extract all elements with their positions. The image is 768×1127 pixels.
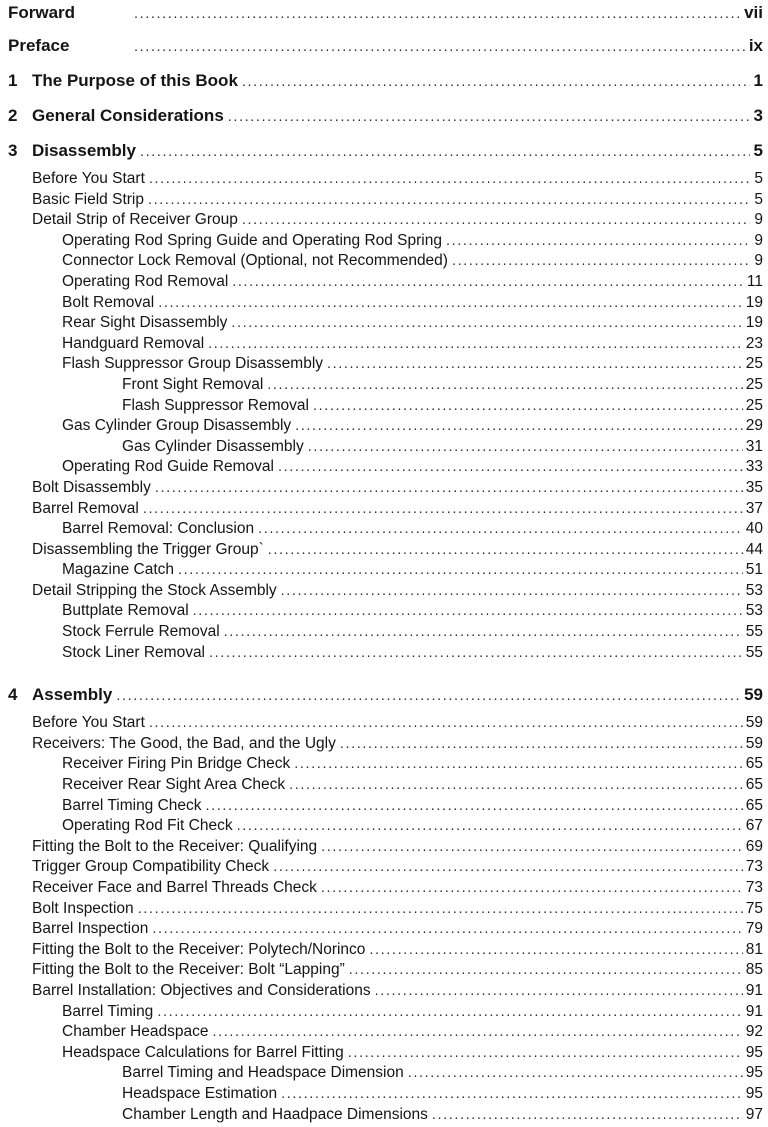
entry-title: Before You Start (32, 714, 145, 732)
dot-leader (134, 5, 741, 24)
entry-title: Headspace Calculations for Barrel Fitting (62, 1043, 344, 1061)
toc-list (8, 3, 763, 1125)
toc-entry (62, 519, 763, 540)
dot-leader (281, 1084, 743, 1105)
entry-page-number: ix (748, 36, 763, 55)
dot-leader (206, 796, 743, 817)
toc-entry (62, 775, 763, 796)
entry-page-number: 40 (745, 520, 763, 538)
entry-title: Fitting the Bolt to the Receiver: Bolt “Lapping” (32, 961, 345, 979)
entry-title: Bolt Disassembly (32, 478, 151, 496)
toc-entry (32, 899, 763, 920)
entry-page-number: 25 (745, 396, 763, 414)
entry-page-number: 33 (745, 458, 763, 476)
toc-entry (62, 251, 763, 272)
entry-page-number: 9 (754, 231, 763, 249)
entry-page-number: 85 (745, 961, 763, 979)
entry-page-number: 69 (745, 837, 763, 855)
dot-leader (158, 293, 743, 314)
entry-page-number: 95 (745, 1064, 763, 1082)
entry-title: Preface (8, 36, 70, 55)
entry-title: Flash Suppressor Removal (122, 396, 309, 414)
entry-page-number: 73 (745, 879, 763, 896)
entry-title: Chamber Length and Haadpace Dimensions (122, 1105, 428, 1123)
entry-page-number: 67 (745, 817, 763, 835)
entry-page-number: 53 (745, 602, 763, 620)
toc-entry (62, 334, 763, 355)
entry-title: Rear Sight Disassembly (62, 314, 228, 332)
entry-title: Barrel Removal (32, 499, 139, 517)
entry-title: Receiver Face and Barrel Threads Check (32, 879, 317, 896)
toc-entry (8, 71, 763, 92)
dot-leader (237, 816, 743, 837)
toc-entry (32, 169, 763, 190)
entry-page-number: 65 (745, 796, 763, 814)
entry-title: Stock Ferrule Removal (62, 623, 220, 641)
entry-title: Barrel Inspection (32, 920, 149, 938)
dot-leader (155, 478, 743, 499)
toc-entry (32, 499, 763, 520)
chapter-number: 1 (8, 71, 18, 90)
dot-leader (321, 878, 743, 899)
entry-page-number: 35 (745, 478, 763, 496)
dot-leader (228, 108, 750, 127)
dot-leader (267, 375, 742, 396)
entry-page-number: 91 (745, 981, 763, 999)
entry-page-number: 75 (745, 899, 763, 917)
entry-title: Basic Field Strip (32, 190, 144, 208)
toc-entry (62, 272, 763, 293)
dot-leader (321, 837, 743, 858)
dot-leader (143, 499, 743, 520)
dot-leader (242, 73, 750, 92)
entry-page-number: 91 (745, 1002, 763, 1020)
toc-entry (62, 754, 763, 775)
toc-entry (62, 1043, 763, 1064)
entry-page-number: 25 (745, 355, 763, 373)
entry-page-number: 37 (745, 499, 763, 517)
dot-leader (258, 519, 743, 540)
entry-page-number: 59 (744, 685, 763, 705)
entry-title: Connector Lock Removal (Optional, not Recommended) (62, 252, 448, 270)
entry-page-number: vii (744, 3, 763, 22)
toc-entry (32, 540, 763, 561)
entry-page-number: 25 (745, 375, 763, 393)
entry-page-number: 53 (745, 581, 763, 599)
entry-title: Receiver Firing Pin Bridge Check (62, 755, 291, 773)
entry-title: Receiver Rear Sight Area Check (62, 776, 286, 794)
dot-leader (268, 540, 743, 561)
chapter-number: 3 (8, 141, 18, 160)
entry-page-number: 81 (745, 940, 763, 958)
entry-page-number: 59 (745, 714, 763, 732)
toc-entry (62, 416, 763, 437)
entry-page-number: 44 (745, 540, 763, 558)
toc-entry (62, 313, 763, 334)
toc-entry (62, 796, 763, 817)
entry-title: Operating Rod Guide Removal (62, 458, 274, 476)
entry-title: Detail Stripping the Stock Assembly (32, 581, 277, 599)
toc-entry (8, 106, 763, 127)
entry-title: Operating Rod Spring Guide and Operating Rod Spring (62, 231, 442, 249)
toc-entry (62, 816, 763, 837)
entry-page-number: 65 (745, 776, 763, 794)
entry-title: Barrel Timing and Headspace Dimension (122, 1064, 404, 1082)
toc-entry (122, 1084, 763, 1105)
entry-title: Disassembling the Trigger Group` (32, 540, 264, 558)
entry-page-number: 51 (745, 561, 763, 579)
entry-title: The Purpose of this Book (32, 71, 238, 90)
entry-title: Fitting the Bolt to the Receiver: Qualifying (32, 837, 318, 855)
entry-title: Bolt Inspection (32, 899, 134, 917)
chapter-number: 4 (8, 685, 18, 705)
dot-leader (209, 643, 743, 664)
toc-entry (32, 919, 763, 940)
dot-leader (294, 754, 742, 775)
dot-leader (278, 457, 743, 478)
entry-page-number: 11 (746, 272, 763, 290)
dot-leader (289, 775, 743, 796)
dot-leader (273, 857, 743, 878)
entry-page-number: 19 (745, 314, 763, 332)
toc-entry (32, 210, 763, 231)
dot-leader (452, 251, 750, 272)
entry-page-number: 9 (754, 252, 763, 270)
dot-leader (340, 734, 743, 755)
toc-entry (32, 478, 763, 499)
entry-page-number: 55 (745, 643, 763, 661)
dot-leader (231, 313, 742, 334)
entry-page-number: 55 (745, 623, 763, 641)
dot-leader (148, 190, 750, 211)
entry-title: Operating Rod Fit Check (62, 817, 233, 835)
entry-page-number: 73 (745, 858, 763, 876)
entry-title: Assembly (32, 685, 113, 705)
entry-title: Bolt Removal (62, 293, 155, 311)
dot-leader (149, 169, 750, 190)
dot-leader (369, 940, 742, 961)
entry-title: Operating Rod Removal (62, 272, 229, 290)
entry-page-number: 31 (745, 437, 763, 455)
toc-entry (32, 837, 763, 858)
dot-leader (348, 1043, 743, 1064)
toc-entry (32, 940, 763, 961)
dot-leader (375, 981, 743, 1002)
toc-entry (62, 354, 763, 375)
toc-entry (32, 734, 763, 755)
entry-title: Magazine Catch (62, 561, 175, 579)
entry-page-number: 5 (753, 141, 763, 160)
entry-page-number: 95 (745, 1043, 763, 1061)
entry-page-number: 19 (745, 293, 763, 311)
toc-entry (32, 190, 763, 211)
chapter-number: 2 (8, 106, 18, 125)
entry-title: Stock Liner Removal (62, 643, 206, 661)
dot-leader (242, 210, 750, 231)
toc-entry (32, 713, 763, 734)
toc-entry (122, 375, 763, 396)
toc-entry (122, 1063, 763, 1084)
entry-title: Disassembly (32, 141, 136, 160)
entry-page-number: 3 (753, 106, 763, 125)
entry-title: Headspace Estimation (122, 1084, 278, 1102)
toc-entry (8, 685, 763, 706)
entry-title: Front Sight Removal (122, 375, 264, 393)
dot-leader (432, 1105, 743, 1126)
entry-page-number: 23 (745, 334, 763, 352)
toc-entry (8, 3, 763, 24)
entry-title: Buttplate Removal (62, 602, 189, 620)
entry-title: Barrel Timing Check (62, 796, 202, 814)
toc-entry (62, 643, 763, 664)
entry-title: Flash Suppressor Group Disassembly (62, 355, 324, 373)
entry-title: Receivers: The Good, the Bad, and the Ugly (32, 734, 336, 752)
entry-page-number: 9 (754, 211, 763, 229)
entry-page-number: 95 (745, 1084, 763, 1102)
entry-title: Barrel Removal: Conclusion (62, 520, 255, 538)
entry-title: Chamber Headspace (62, 1023, 209, 1041)
dot-leader (193, 601, 743, 622)
toc-entry (32, 581, 763, 602)
dot-leader (327, 354, 743, 375)
dot-leader (138, 899, 743, 920)
toc-entry (62, 457, 763, 478)
entry-title: Barrel Installation: Objectives and Considerations (32, 981, 371, 999)
toc-entry (62, 560, 763, 581)
dot-leader (349, 960, 743, 981)
entry-title: General Considerations (32, 106, 224, 125)
entry-page-number: 5 (754, 170, 763, 187)
toc-entry (62, 1022, 763, 1043)
dot-leader (116, 687, 741, 706)
entry-page-number: 59 (745, 734, 763, 752)
entry-page-number: 5 (754, 190, 763, 208)
entry-title: Before You Start (32, 170, 145, 187)
entry-title: Fitting the Bolt to the Receiver: Polytech/Norinco (32, 940, 366, 958)
dot-leader (152, 919, 742, 940)
toc-entry (122, 437, 763, 458)
toc-entry (62, 1002, 763, 1023)
toc-entry (62, 293, 763, 314)
toc-entry (62, 601, 763, 622)
toc-entry (8, 141, 763, 162)
entry-title: Gas Cylinder Group Disassembly (62, 417, 292, 435)
entry-page-number: 92 (745, 1023, 763, 1041)
entry-page-number: 1 (753, 71, 763, 90)
toc-entry (32, 857, 763, 878)
dot-leader (281, 581, 743, 602)
dot-leader (295, 416, 743, 437)
dot-leader (212, 1022, 742, 1043)
toc-entry (32, 878, 763, 899)
toc-entry (32, 960, 763, 981)
entry-page-number: 97 (745, 1105, 763, 1123)
entry-title: Gas Cylinder Disassembly (122, 437, 304, 455)
dot-leader (232, 272, 744, 293)
entry-title: Trigger Group Compatibility Check (32, 858, 270, 876)
dot-leader (140, 143, 750, 162)
dot-leader (208, 334, 743, 355)
entry-title: Detail Strip of Receiver Group (32, 211, 238, 229)
dot-leader (178, 560, 743, 581)
entry-page-number: 29 (745, 417, 763, 435)
dot-leader (134, 38, 746, 57)
entry-title: Barrel Timing (62, 1002, 154, 1020)
toc-entry (62, 622, 763, 643)
dot-leader (313, 396, 743, 417)
dot-leader (224, 622, 743, 643)
toc-entry (8, 36, 763, 57)
entry-page-number: 79 (745, 920, 763, 938)
dot-leader (446, 231, 750, 252)
toc-entry (32, 981, 763, 1002)
dot-leader (157, 1002, 742, 1023)
toc-entry (122, 1105, 763, 1126)
entry-page-number: 65 (745, 755, 763, 773)
entry-title: Forward (8, 3, 76, 22)
dot-leader (408, 1063, 743, 1084)
entry-title: Handguard Removal (62, 334, 205, 352)
dot-leader (308, 437, 743, 458)
toc-entry (122, 396, 763, 417)
dot-leader (149, 713, 743, 734)
toc-entry (62, 231, 763, 252)
